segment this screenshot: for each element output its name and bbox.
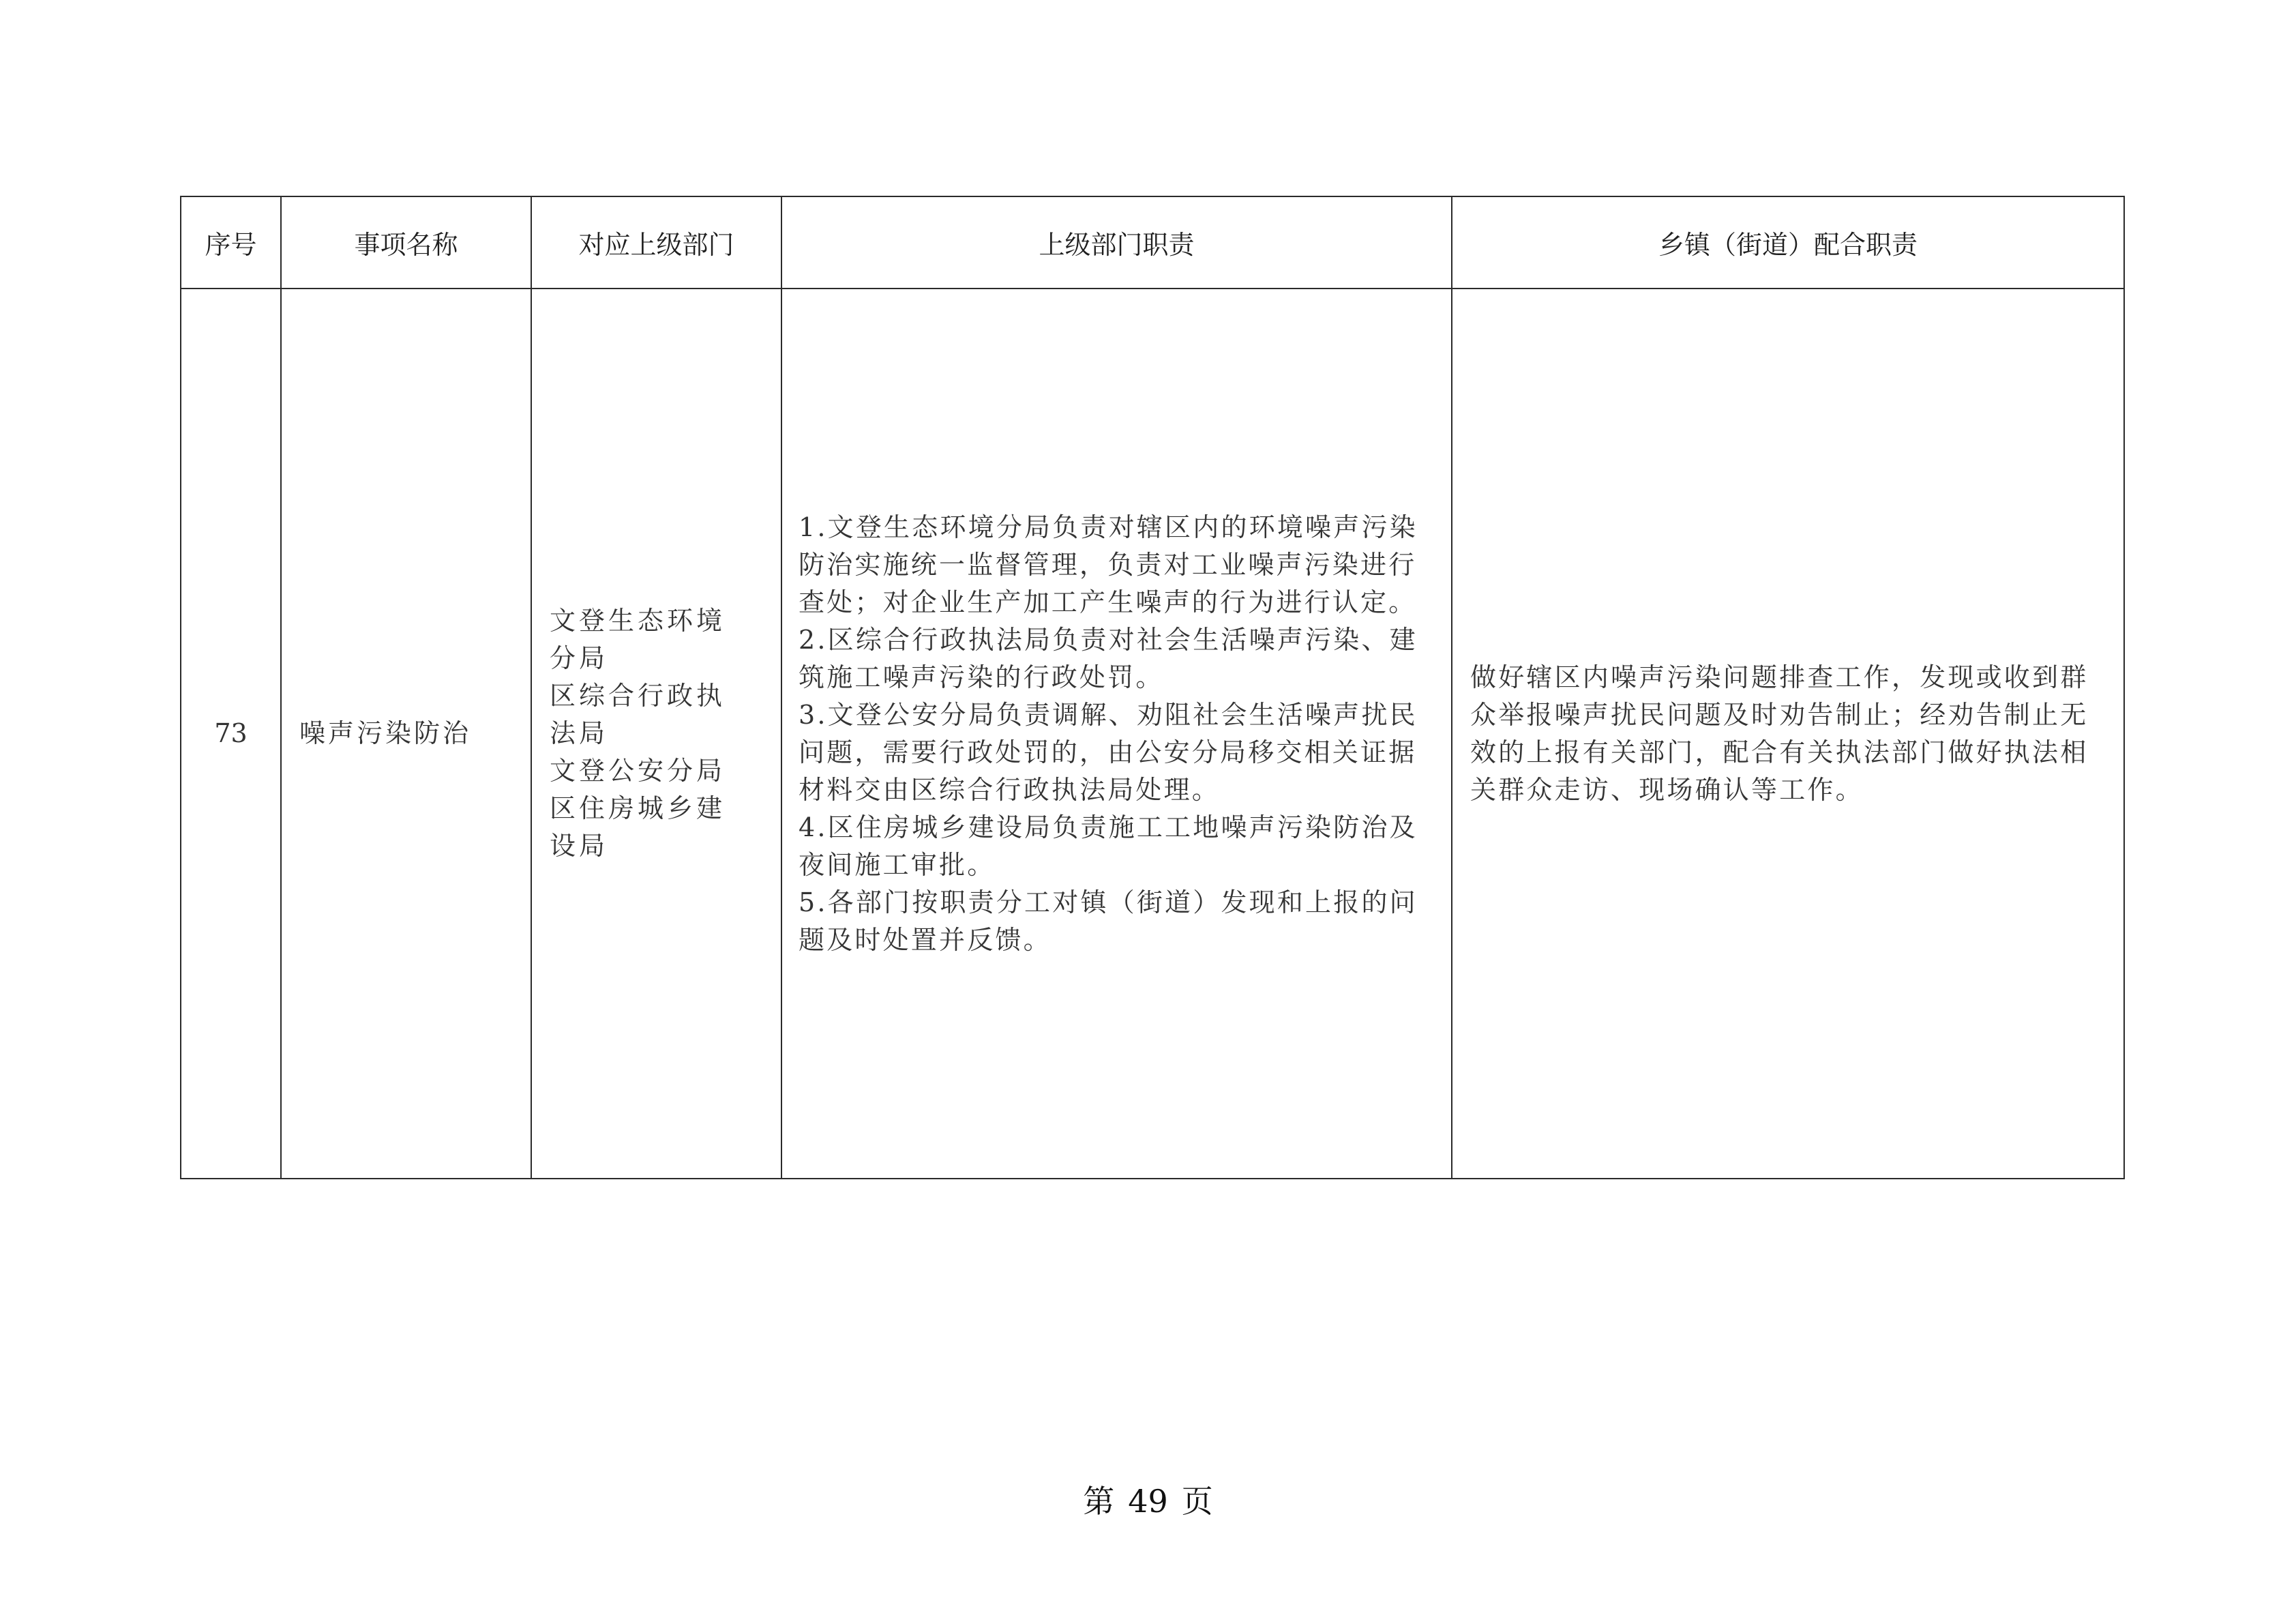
duty-table — [180, 196, 2125, 1179]
row-superior-duties — [781, 289, 1452, 1179]
page-footer — [0, 1477, 2296, 1522]
header-serial-number: 序号 — [181, 196, 281, 289]
page-number: 49 — [1128, 1483, 1168, 1520]
header-superior-department: 对应上级部门 — [531, 196, 781, 289]
page-label-suffix: 页 — [1181, 1483, 1213, 1520]
department-name: 区住房城乡建设局 — [550, 793, 726, 861]
duty-paragraph: 5.各部门按职责分工对镇（街道）发现和上报的问题及时处置并反馈。 — [799, 887, 1418, 955]
duty-paragraph: 2.区综合行政执法局负责对社会生活噪声污染、建筑施工噪声污染的行政处罚。 — [799, 624, 1418, 692]
duty-paragraph: 3.文登公安分局负责调解、劝阻社会生活噪声扰民问题，需要行政处罚的，由公安分局移交相关证据材料交由区综合行政执法局处理。 — [799, 699, 1418, 805]
duty-paragraph: 1.文登生态环境分局负责对辖区内的环境噪声污染防治实施统一监督管理，负责对工业噪声污染进行查处；对企业生产加工产生噪声的行为进行认定。 — [799, 512, 1418, 617]
row-departments — [531, 289, 781, 1179]
table-body — [181, 289, 2124, 1179]
table-header — [181, 196, 2124, 289]
duty-paragraph: 4.区住房城乡建设局负责施工工地噪声污染防治及夜间施工审批。 — [799, 812, 1418, 880]
header-superior-duties: 上级部门职责 — [781, 196, 1452, 289]
row-township-cooperation: 做好辖区内噪声污染问题排查工作，发现或收到群众举报噪声扰民问题及时劝告制止；经劝告制止无效的上报有关部门，配合有关执法部门做好执法相关群众走访、现场确认等工作。 — [1452, 289, 2124, 1179]
department-name: 区综合行政执法局 — [550, 681, 726, 748]
row-item-name: 噪声污染防治 — [281, 289, 531, 1179]
department-name: 文登公安分局 — [550, 756, 726, 786]
header-item-name: 事项名称 — [281, 196, 531, 289]
table-row — [181, 289, 2124, 1179]
row-serial-number: 73 — [181, 289, 281, 1179]
page-label-prefix: 第 — [1083, 1483, 1115, 1520]
header-township-cooperation: 乡镇（街道）配合职责 — [1452, 196, 2124, 289]
department-name: 文登生态环境分局 — [550, 606, 726, 673]
header-row — [181, 196, 2124, 289]
